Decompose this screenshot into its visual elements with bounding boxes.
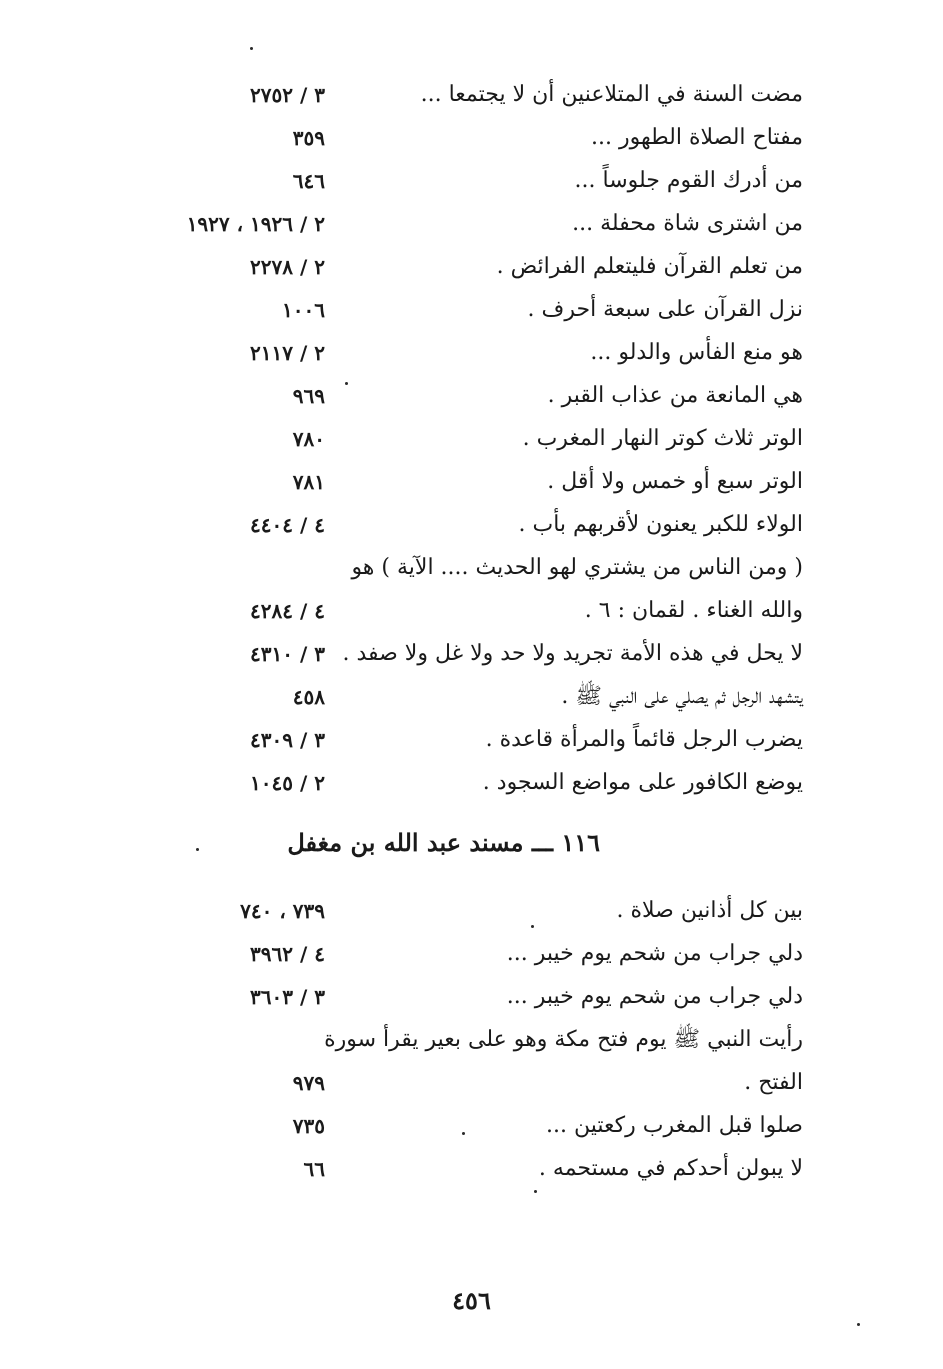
hadith-text: يوضع الكافور على مواضع السجود . — [482, 770, 803, 795]
hadith-reference: ٣ / ٤٣٠٩ — [250, 728, 325, 752]
index-entry — [0, 160, 943, 203]
scan-speck — [345, 382, 348, 385]
hadith-reference: ٤ / ٤٤٠٤ — [250, 513, 325, 537]
hadith-text: يتشهد الرجل ثم يصلي على النبي ﷺ . — [561, 684, 803, 709]
scan-speck — [250, 47, 253, 50]
hadith-reference: ٢ / ١٩٢٦ ، ١٩٢٧ — [186, 212, 325, 236]
hadith-reference: ٣٥٩ — [292, 126, 325, 150]
hadith-reference: ٧٨٠ — [292, 427, 325, 451]
scan-speck — [531, 925, 534, 928]
index-entry — [0, 547, 943, 590]
index-entry — [0, 933, 943, 976]
hadith-text: هو منع الفأس والدلو ... — [590, 340, 803, 365]
section-heading: ١١٦ ـــ مسند عبد الله بن مغفل — [287, 828, 600, 857]
index-entry — [0, 117, 943, 160]
index-entry — [0, 719, 943, 762]
index-entry — [0, 590, 943, 633]
hadith-text: والله الغناء . لقمان : ٦ . — [584, 598, 803, 623]
hadith-reference: ٣ / ٢٧٥٢ — [250, 83, 325, 107]
hadith-reference: ٢ / ٢١١٧ — [250, 341, 325, 365]
index-entry — [0, 676, 943, 719]
index-entry — [0, 762, 943, 805]
index-entry — [0, 1148, 943, 1191]
hadith-text: مضت السنة في المتلاعنين أن لا يجتمعا ... — [420, 82, 803, 107]
hadith-text: ( ومن الناس من يشتري لهو الحديث .... الآية ) هو — [351, 555, 803, 580]
hadith-reference: ٢ / ١٠٤٥ — [250, 771, 325, 795]
hadith-reference: ٧٨١ — [292, 470, 325, 494]
hadith-reference: ٣ / ٣٦٠٣ — [250, 985, 325, 1009]
hadith-text: رأيت النبي ﷺ يوم فتح مكة وهو على بعير يقرأ سورة — [324, 1027, 803, 1052]
index-entry — [0, 246, 943, 289]
hadith-text: الوتر ثلاث كوتر النهار المغرب . — [522, 426, 803, 451]
hadith-reference: ٧٣٥ — [292, 1114, 325, 1138]
index-entry — [0, 418, 943, 461]
page-number: ٤٥٦ — [452, 1286, 491, 1315]
index-entry — [0, 504, 943, 547]
hadith-text: لا يحل في هذه الأمة تجريد ولا حد ولا غل ولا صفد . — [342, 641, 803, 666]
index-entry — [0, 1062, 943, 1105]
scan-speck — [196, 848, 199, 851]
hadith-reference: ٤ / ٣٩٦٢ — [250, 942, 325, 966]
hadith-reference: ٧٣٩ ، ٧٤٠ — [240, 899, 325, 923]
hadith-text: الفتح . — [744, 1070, 803, 1095]
hadith-reference: ٤ / ٤٢٨٤ — [250, 599, 325, 623]
hadith-reference: ٦٦ — [303, 1157, 325, 1181]
scan-speck — [534, 1190, 537, 1193]
index-entry — [0, 203, 943, 246]
hadith-text: دلي جراب من شحم يوم خيبر ... — [506, 984, 803, 1009]
hadith-text: هي المانعة من عذاب القبر . — [547, 383, 803, 408]
hadith-text: لا يبولن أحدكم في مستحمه . — [538, 1156, 803, 1181]
hadith-reference: ٩٦٩ — [292, 384, 325, 408]
hadith-text: نزل القرآن على سبعة أحرف . — [527, 297, 803, 322]
hadith-text: من تعلم القرآن فليتعلم الفرائض . — [496, 254, 803, 279]
hadith-text: بين كل أذانين صلاة . — [616, 898, 803, 923]
hadith-reference: ٢ / ٢٢٧٨ — [250, 255, 325, 279]
hadith-text: من اشترى شاة محفلة ... — [572, 211, 803, 236]
hadith-text: من أدرك القوم جلوساً ... — [574, 168, 803, 193]
index-entry — [0, 890, 943, 933]
hadith-reference: ٩٧٩ — [292, 1071, 325, 1095]
index-entry — [0, 332, 943, 375]
index-entry — [0, 633, 943, 676]
scan-speck — [462, 1132, 465, 1135]
scan-speck — [857, 1323, 860, 1326]
hadith-reference: ٤٥٨ — [292, 685, 325, 709]
hadith-reference: ٣ / ٤٣١٠ — [250, 642, 325, 666]
index-entry — [0, 74, 943, 117]
index-entry — [0, 461, 943, 504]
hadith-text: دلي جراب من شحم يوم خيبر ... — [506, 941, 803, 966]
hadith-text: يضرب الرجل قائماً والمرأة قاعدة . — [485, 727, 803, 752]
index-entry — [0, 1105, 943, 1148]
index-entry — [0, 375, 943, 418]
index-entry — [0, 1019, 943, 1062]
hadith-text: الولاء للكبر يعنون لأقربهم بأب . — [518, 512, 803, 537]
index-entry — [0, 976, 943, 1019]
hadith-text: الوتر سبع أو خمس ولا أقل . — [547, 469, 803, 494]
hadith-reference: ١٠٠٦ — [282, 298, 325, 322]
hadith-text: صلوا قبل المغرب ركعتين ... — [546, 1113, 803, 1138]
hadith-text: مفتاح الصلاة الطهور ... — [591, 125, 803, 150]
index-entry — [0, 289, 943, 332]
hadith-reference: ٦٤٦ — [292, 169, 325, 193]
